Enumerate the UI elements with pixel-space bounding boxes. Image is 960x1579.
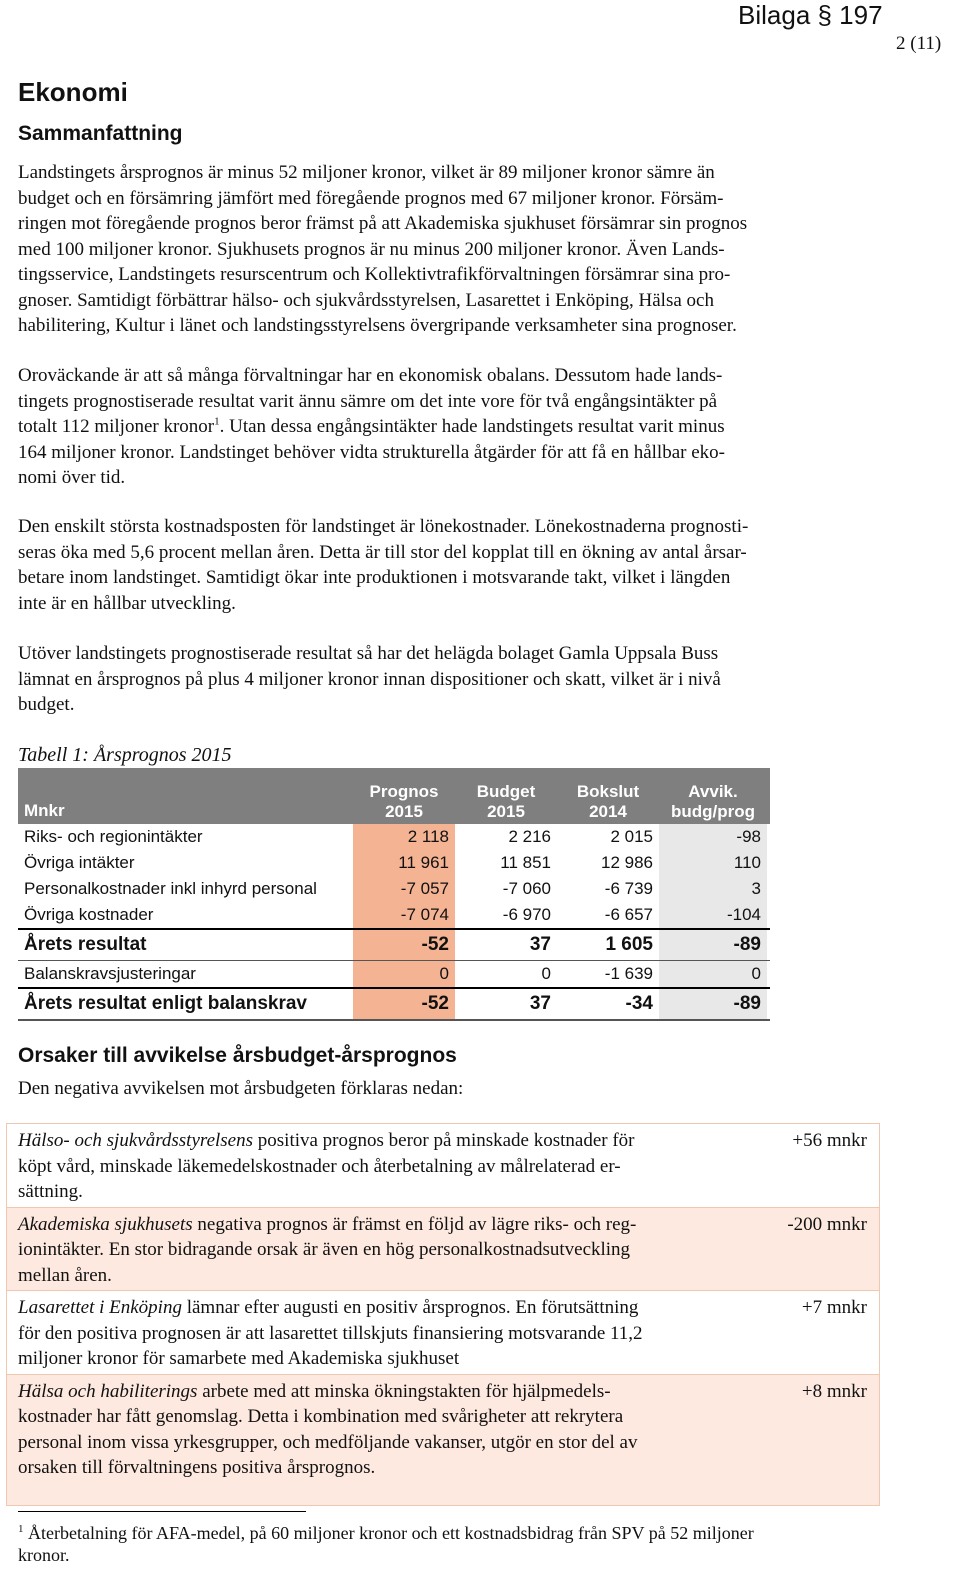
text-line: nomi över tid. <box>18 467 126 488</box>
row-label: Övriga kostnader <box>24 905 154 924</box>
text-line: tingets prognostiserade resultat varit ännu sämre om det inte vore för två engångsintäkter på <box>18 390 718 412</box>
table-header <box>18 768 770 824</box>
header-line: Avvik. <box>688 782 738 801</box>
text-line: köpt vård, minskade läkemedelskostnader och återbetalning av målrelaterad er- <box>18 1155 621 1177</box>
cell-prognos: -7 057 <box>353 876 455 902</box>
header-budget <box>455 768 557 824</box>
cell-avvik: -89 <box>659 930 767 960</box>
header-line: budg/prog <box>670 802 756 821</box>
text-line: ringen mot föregående prognos beror främst på att Akademiska sjukhuset försämrar sin prognos <box>18 213 748 234</box>
text-span: arbete med att minska ökningstakten för hjälpmedels- <box>197 1380 611 1402</box>
text-line: habilitering, Kultur i länet och landstingsstyrelsens övergripande verksamheter sina prognoser. <box>18 315 737 336</box>
footnote-divider <box>18 1511 306 1512</box>
text-line: tingsservice, Landstingets resurscentrum och Kollektivtrafikförvaltningen försämrar sina pro- <box>18 264 731 285</box>
text-line: seras öka med 5,6 procent mellan åren. Detta är till stor del kopplat till en ökning av antal årsar- <box>18 541 747 563</box>
cell-bokslut: -6 739 <box>557 876 659 902</box>
unit-name: Akademiska sjukhusets <box>18 1213 193 1235</box>
cell-bokslut: -1 639 <box>557 961 659 987</box>
cell-budget: 11 851 <box>455 850 557 876</box>
cell-avvik: -89 <box>659 989 767 1019</box>
text-line: ionintäkter. En stor bidragande orsak är även en hög personalkostnadsutveckling <box>18 1239 631 1260</box>
cell-avvik: 0 <box>659 961 767 987</box>
cause-amount: +56 mnkr <box>792 1130 867 1151</box>
cause-row <box>7 1375 879 1505</box>
text-line <box>18 1212 747 1238</box>
cell-prognos: -7 074 <box>353 902 455 928</box>
text-line: gnoser. Samtidigt förbättrar hälso- och sjukvårdsstyrelsen, Lasarettet i Enköping, Hälsa och <box>18 289 714 311</box>
cell-budget: 0 <box>455 961 557 987</box>
paragraph-3 <box>18 514 928 616</box>
cause-text <box>7 1128 747 1205</box>
cause-text <box>7 1379 747 1481</box>
row-label: Balanskravsjusteringar <box>24 964 196 983</box>
row-label: Årets resultat <box>24 934 147 955</box>
table-row <box>18 961 770 987</box>
bilaga-label: Bilaga § 197 <box>738 0 883 30</box>
cause-row <box>7 1124 879 1208</box>
forecast-table <box>18 768 770 1021</box>
cell-budget: -6 970 <box>455 902 557 928</box>
header-avvik <box>659 768 767 824</box>
text-line: för den positiva prognosen är att lasarettet tillskjuts finansiering motsvarande 11,2 <box>18 1322 643 1344</box>
unit-name: Lasarettet i Enköping <box>18 1297 182 1318</box>
page-title: Ekonomi <box>18 77 128 107</box>
text-line: kostnader har fått genomslag. Detta i kombination med svårigheter att rekrytera <box>18 1406 624 1427</box>
header-line: Prognos <box>369 782 439 801</box>
text-line: mellan åren. <box>18 1264 112 1286</box>
cell-budget: 37 <box>455 930 557 960</box>
text-line <box>18 1295 747 1321</box>
header-line: 2015 <box>487 802 525 821</box>
cell-bokslut: -34 <box>557 989 659 1019</box>
text-span: positiva prognos beror på minskade kostnader för <box>253 1130 635 1151</box>
table-row <box>18 824 770 850</box>
cause-text <box>7 1212 747 1289</box>
text-line: personal inom vissa yrkesgrupper, och medföljande vakanser, utgör en stor del av <box>18 1431 638 1453</box>
text-span: lämnar efter augusti en positiv årsprognos. En förutsättning <box>181 1297 639 1318</box>
header-line: Budget <box>476 782 536 801</box>
cell-budget: 37 <box>455 989 557 1019</box>
row-label: Årets resultat enligt balanskrav <box>24 993 307 1014</box>
text-line: lämnat en årsprognos på plus 4 miljoner kronor innan dispositioner och skatt, vilket är i nivå <box>18 668 721 690</box>
cell-prognos: 0 <box>353 961 455 987</box>
text-line <box>18 1128 747 1154</box>
text-line: Oroväckande är att så många förvaltningar har en ekonomisk obalans. Dessutom hade lands- <box>18 365 723 386</box>
cell-prognos: 2 118 <box>353 824 455 850</box>
cell-prognos: -52 <box>353 930 455 960</box>
cause-text <box>7 1295 747 1372</box>
header-line: Bokslut <box>576 782 640 801</box>
text-line: inte är en hållbar utveckling. <box>18 592 236 614</box>
table-row <box>18 850 770 876</box>
cell-budget: 2 216 <box>455 824 557 850</box>
cause-amount: +7 mnkr <box>801 1297 867 1318</box>
text-line: Utöver landstingets prognostiserade resultat så har det helägda bolaget Gamla Uppsala Buss <box>18 643 719 664</box>
table-row-balance-result <box>18 987 770 1021</box>
text-line: kronor. <box>18 1545 70 1565</box>
footnote <box>18 1522 754 1566</box>
header-line: 2014 <box>589 802 627 821</box>
row-label: Övriga intäkter <box>24 853 135 872</box>
table-row <box>18 876 770 902</box>
cell-avvik: 110 <box>659 850 767 876</box>
text-line: budget. <box>18 694 75 715</box>
cell-prognos: 11 961 <box>353 850 455 876</box>
causes-heading: Orsaker till avvikelse årsbudget-årsprognos <box>18 1044 457 1067</box>
cause-row <box>7 1291 879 1375</box>
cell-bokslut: 1 605 <box>557 930 659 960</box>
unit-name: Hälso- och sjukvårdsstyrelsens <box>18 1130 254 1151</box>
text-span: . Utan dessa engångsintäkter hade landstingets resultat varit minus <box>219 416 725 437</box>
text-span: negativa prognos är främst en följd av lägre riks- och reg- <box>192 1213 637 1235</box>
text-line: Landstingets årsprognos är minus 52 miljoner kronor, vilket är 89 miljoner kronor sämre än <box>18 162 715 183</box>
cause-amount: -200 mnkr <box>787 1213 867 1235</box>
text-line: betare inom landstinget. Samtidigt ökar inte produktionen i motsvarande takt, vilket i längden <box>18 567 731 588</box>
header-mnkr: Mnkr <box>24 801 65 820</box>
text-line: Den enskilt största kostnadsposten för landstinget är lönekostnader. Lönekostnaderna prognosti- <box>18 516 749 537</box>
footnote-mark: 1 <box>18 1523 24 1535</box>
cell-bokslut: 12 986 <box>557 850 659 876</box>
table-caption: Tabell 1: Årsprognos 2015 <box>18 744 232 766</box>
footnote-ref[interactable]: 1 <box>214 415 220 428</box>
row-label: Personalkostnader inkl inhyrd personal <box>24 879 317 898</box>
table-row <box>18 902 770 928</box>
text-line: 164 miljoner kronor. Landstinget behöver vidta strukturella åtgärder för att få en hållbar eko- <box>18 441 725 463</box>
table-row-result <box>18 928 770 961</box>
header-bokslut <box>557 768 659 824</box>
text-line: budget och en försämring jämfört med föregående prognos med 67 miljoner kronor. Försäm- <box>18 187 724 209</box>
text-span: Återbetalning för AFA-medel, på 60 miljoner kronor och ett kostnadsbidrag från SPV på 52 miljoner <box>28 1523 754 1543</box>
cell-avvik: -104 <box>659 902 767 928</box>
text-line: orsaken till förvaltningens positiva årsprognos. <box>18 1457 376 1478</box>
paragraph-2 <box>18 363 928 491</box>
cause-amount: +8 mnkr <box>801 1380 867 1402</box>
cell-avvik: 3 <box>659 876 767 902</box>
causes-intro: Den negativa avvikelsen mot årsbudgeten förklaras nedan: <box>18 1078 464 1099</box>
summary-heading: Sammanfattning <box>18 122 183 145</box>
causes-table <box>6 1123 880 1506</box>
unit-name: Hälsa och habiliterings <box>18 1380 198 1402</box>
header-prognos <box>353 768 455 824</box>
text-line <box>18 414 928 440</box>
text-line <box>18 1379 747 1405</box>
cell-budget: -7 060 <box>455 876 557 902</box>
text-line: sättning. <box>18 1181 83 1202</box>
cause-row <box>7 1208 879 1292</box>
text-span: totalt 112 miljoner kronor <box>18 416 215 437</box>
page-number: 2 (11) <box>896 33 942 54</box>
cell-prognos: -52 <box>353 989 455 1019</box>
text-line <box>18 1522 754 1544</box>
cell-bokslut: -6 657 <box>557 902 659 928</box>
row-label: Riks- och regionintäkter <box>24 827 203 846</box>
cell-bokslut: 2 015 <box>557 824 659 850</box>
cell-avvik: -98 <box>659 824 767 850</box>
text-line: miljoner kronor för samarbete med Akademiska sjukhuset <box>18 1348 460 1369</box>
paragraph-1 <box>18 160 928 339</box>
paragraph-4 <box>18 641 928 718</box>
header-line: 2015 <box>385 802 423 821</box>
text-line: med 100 miljoner kronor. Sjukhusets prognos är nu minus 200 miljoner kronor. Även Lands- <box>18 238 725 260</box>
